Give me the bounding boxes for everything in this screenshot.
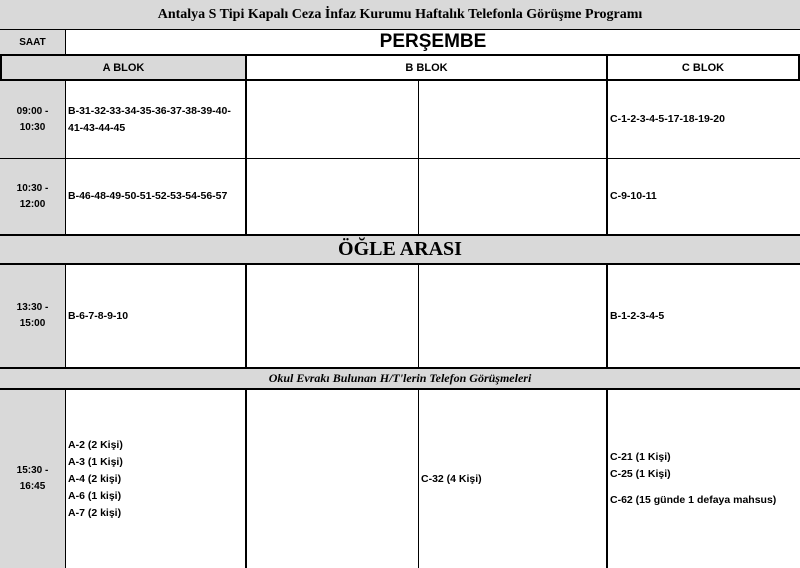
cell-c [606, 81, 800, 159]
cell-line: C-25 (1 Kişi) [610, 468, 671, 480]
cell-c [606, 159, 800, 236]
time-start: 15:30 - [16, 465, 49, 476]
cell-line: B-46-48-49-50-51-52-53-54-56-57 [68, 190, 228, 202]
cell-line: B-31-32-33-34-35-36-37-38-39-40- [68, 104, 231, 117]
cell-line: C-1-2-3-4-5-17-18-19-20 [610, 113, 725, 125]
cell-line: A-2 (2 Kişi) [68, 438, 123, 451]
cell-a [66, 390, 247, 568]
block-b-header: B BLOK [247, 54, 606, 81]
time-end: 15:00 [19, 318, 46, 329]
cell-b2 [419, 265, 606, 369]
saat-label: SAAT [19, 36, 46, 48]
time-slot [0, 81, 66, 159]
block-a-header: A BLOK [0, 54, 247, 81]
cell-line: C-9-10-11 [610, 190, 657, 202]
cell-line: 41-43-44-45 [68, 121, 126, 134]
cell-line: A-4 (2 kişi) [68, 472, 122, 485]
cell-b2 [419, 390, 606, 568]
day-header: PERŞEMBE [66, 29, 800, 55]
cell-line: C-32 (4 Kişi) [421, 472, 482, 485]
cell-b1 [247, 81, 419, 159]
cell-spacer [610, 483, 776, 492]
cell-line: A-6 (1 kişi) [68, 489, 122, 502]
saat-header [0, 29, 66, 55]
cell-a [66, 81, 247, 159]
cell-c [606, 390, 800, 568]
time-slot [0, 265, 66, 369]
time-end: 10:30 [19, 121, 46, 133]
cell-a [66, 265, 247, 369]
time-start: 13:30 - [16, 302, 49, 313]
cell-a [66, 159, 247, 236]
school-documents-note: Okul Evrakı Bulunan H/T'lerin Telefon Görüşmeleri [0, 369, 800, 390]
cell-line: B-6-7-8-9-10 [68, 309, 129, 322]
time-slot [0, 159, 66, 236]
cell-b1 [247, 265, 419, 369]
time-end: 12:00 [19, 198, 46, 210]
cell-b2 [419, 81, 606, 159]
time-end: 16:45 [19, 481, 46, 492]
cell-line: A-3 (1 Kişi) [68, 455, 123, 468]
time-start: 09:00 - [16, 105, 49, 117]
cell-line: A-7 (2 kişi) [68, 506, 122, 519]
cell-b1 [247, 390, 419, 568]
cell-b2 [419, 159, 606, 236]
time-start: 10:30 - [16, 182, 49, 194]
cell-c [606, 265, 800, 369]
cell-line: C-21 (1 Kişi) [610, 451, 671, 463]
lunch-break-banner: ÖĞLE ARASI [0, 236, 800, 265]
time-slot [0, 390, 66, 568]
block-c-header: C BLOK [606, 54, 800, 81]
cell-line: B-1-2-3-4-5 [610, 309, 665, 322]
cell-line: C-62 (15 günde 1 defaya mahsus) [610, 494, 777, 506]
page-title: Antalya S Tipi Kapalı Ceza İnfaz Kurumu Haftalık Telefonla Görüşme Programı [0, 0, 800, 29]
cell-b1 [247, 159, 419, 236]
